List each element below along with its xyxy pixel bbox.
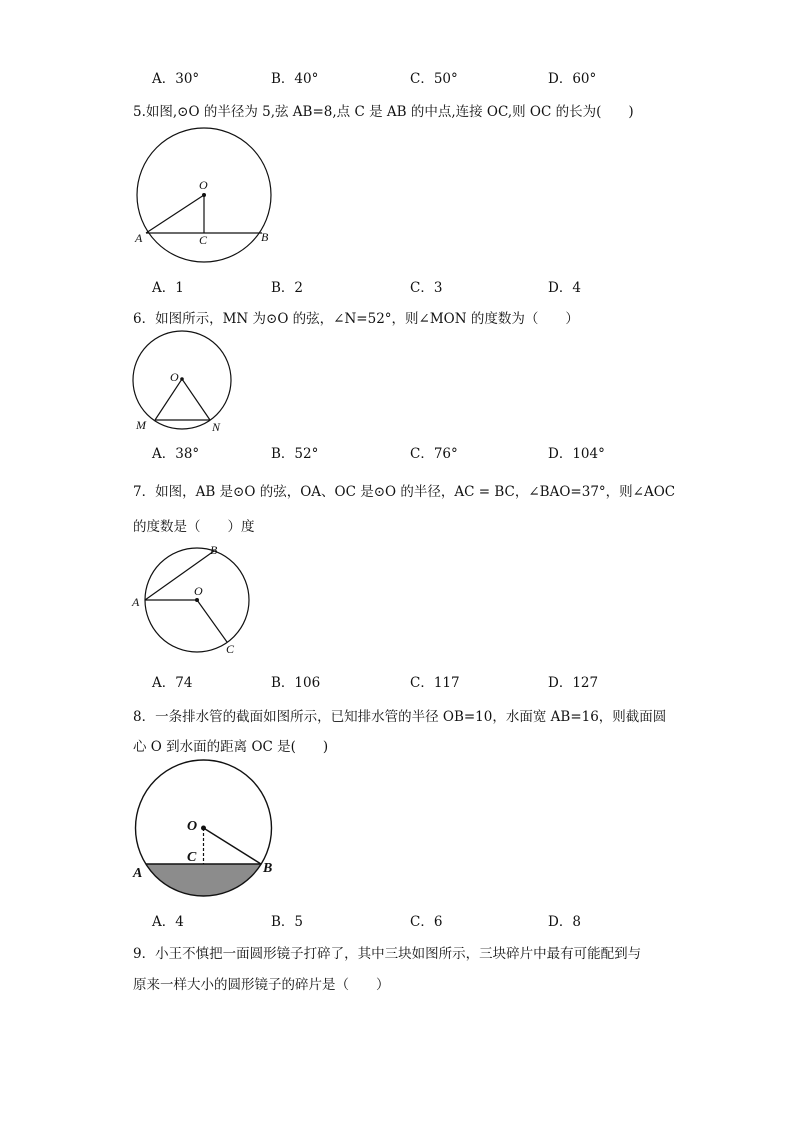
q8-option-c: C．6 [410, 914, 443, 930]
q6-center-dot [180, 377, 184, 381]
q5-option-a: A．1 [152, 280, 184, 296]
q7-option-a: A．74 [152, 675, 193, 691]
q9-text-line2: 原来一样大小的圆形镜子的碎片是（ ） [133, 977, 390, 993]
q5-center-dot [202, 193, 206, 197]
q6-radius-on [182, 379, 210, 420]
q7-chord-ab [145, 551, 214, 600]
q8-label-c: C [187, 850, 197, 865]
q6-label-n: N [212, 420, 221, 434]
q7-figure [130, 540, 255, 660]
q7-option-d: D．127 [548, 675, 599, 691]
q8-radius-ob [204, 828, 262, 864]
q4-option-b: B．40° [271, 71, 319, 87]
q5-radius-oa [146, 195, 204, 233]
q7-option-c: C．117 [410, 675, 460, 691]
q5-option-d: D．4 [548, 280, 581, 296]
q6-option-a: A．38° [152, 446, 200, 462]
q9-text-line1: 9．小王不慎把一面圆形镜子打碎了，其中三块如图所示，三块碎片中最有可能配到与 [133, 946, 642, 962]
q7-label-c: C [226, 642, 235, 656]
q6-radius-om [155, 379, 182, 420]
q6-label-o: O [170, 370, 179, 384]
q8-option-d: D．8 [548, 914, 581, 930]
q8-option-b: B．5 [271, 914, 304, 930]
q5-option-c: C．3 [410, 280, 443, 296]
q5-text: 5.如图,⊙O 的半径为 5,弦 AB=8,点 C 是 AB 的中点,连接 OC,则 OC 的长为( ) [133, 104, 634, 120]
q7-option-b: B．106 [271, 675, 321, 691]
q8-option-a: A．4 [152, 914, 184, 930]
q5-figure [133, 125, 283, 265]
q4-option-c: C．50° [410, 71, 458, 87]
q6-figure [130, 328, 240, 436]
q8-center-dot [201, 826, 206, 831]
q8-label-a: A [133, 866, 143, 881]
q8-text-line1: 8．一条排水管的截面如图所示，已知排水管的半径 OB=10，水面宽 AB=16，则截面圆 [133, 709, 667, 725]
q6-option-b: B．52° [271, 446, 319, 462]
q6-option-c: C．76° [410, 446, 458, 462]
q7-text-line2: 的度数是（ ）度 [133, 519, 255, 535]
q8-text-line2: 心 O 到水面的距离 OC 是( ) [133, 739, 329, 755]
q8-figure [130, 758, 280, 906]
q5-option-b: B．2 [271, 280, 304, 296]
q8-water-segment [146, 864, 261, 896]
q4-option-d: D．60° [548, 71, 597, 87]
q7-label-o: O [194, 584, 203, 598]
q5-label-a: A [135, 231, 143, 245]
q6-text: 6．如图所示，MN 为⊙O 的弦，∠N=52°，则∠MON 的度数为（ ） [133, 311, 579, 327]
q5-label-c: C [199, 233, 208, 247]
q8-label-o: O [187, 819, 198, 834]
q6-label-m: M [136, 418, 146, 432]
q7-center-dot [195, 598, 199, 602]
q7-label-a: A [132, 595, 140, 609]
q7-text-line1: 7．如图，AB 是⊙O 的弦，OA、OC 是⊙O 的半径，AC = BC，∠BAO=37°，则∠AOC [133, 484, 676, 500]
q5-label-b: B [261, 230, 269, 244]
q6-option-d: D．104° [548, 446, 605, 462]
q7-label-b: B [210, 543, 218, 557]
q5-label-o: O [199, 178, 208, 192]
q8-label-b: B [263, 861, 273, 876]
q7-radius-oc [197, 600, 227, 642]
q4-option-a: A．30° [152, 71, 200, 87]
